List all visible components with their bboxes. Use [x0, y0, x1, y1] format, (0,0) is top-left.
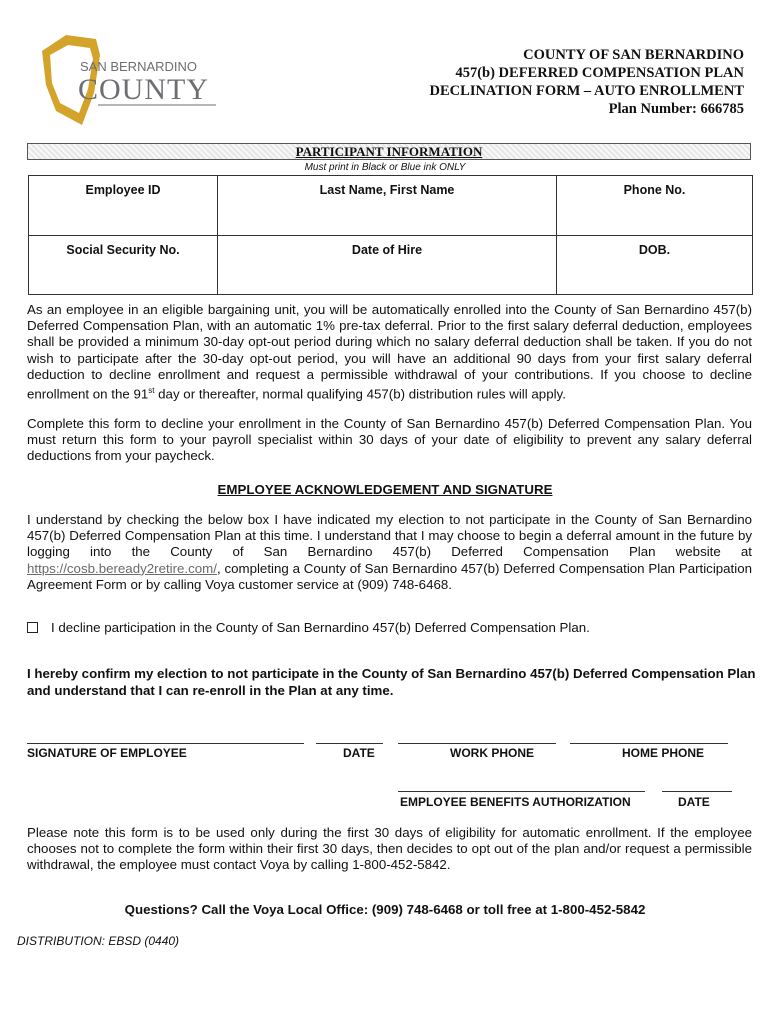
form-header [430, 46, 744, 118]
plan-website-link[interactable]: https://cosb.beready2retire.com/ [27, 560, 217, 576]
header-plan-number: Plan Number: 666785 [608, 101, 744, 117]
ack-paragraph: I understand by checking the below box I have indicated my election to not participate in the County of San Bernardino 457(b) Deferred Compensation Plan at this time. I understand that I may choose to begin a deferral amount in the future by logging into the County of San Bernardino 457(b) Deferred Compensation Plan website at https://cosb.beready2retire.com/, completing a County of San Bernardino 457(b) Deferred Compensation Plan Participation Agreement Form or by calling Voya customer service at (909) 748-6468. [27, 512, 752, 592]
intro-paragraph-2: Complete this form to decline your enrollment in the County of San Bernardino 457(b) Deferred Compensation Plan. You must return this form to your payroll specialist within 30 days of your date of eligibility to prevent any salary deferral deductions from your paycheck. [27, 416, 752, 464]
employee-signature-label: SIGNATURE OF EMPLOYEE [27, 746, 187, 760]
date-2-line[interactable] [662, 791, 732, 792]
header-form-title: DECLINATION FORM – AUTO ENROLLMENT [429, 83, 744, 99]
participant-info-title: PARTICIPANT INFORMATION [295, 144, 483, 159]
date-2-label: DATE [678, 795, 710, 809]
logo-line2: COUNTY [78, 73, 209, 106]
home-phone-line[interactable] [570, 743, 728, 744]
name-field[interactable]: Last Name, First Name [218, 176, 557, 236]
employee-id-field[interactable]: Employee ID [29, 176, 218, 236]
participant-info-bar [27, 143, 751, 160]
work-phone-label: WORK PHONE [450, 746, 534, 760]
phone-field[interactable]: Phone No. [557, 176, 753, 236]
header-plan: 457(b) DEFERRED COMPENSATION PLAN [455, 65, 744, 81]
decline-checkbox-label: I decline participation in the County of San Bernardino 457(b) Deferred Compensation Plan. [51, 620, 590, 635]
home-phone-label: HOME PHONE [622, 746, 705, 760]
date-label: DATE [343, 746, 375, 760]
header-county: COUNTY OF SAN BERNARDINO [523, 47, 744, 63]
questions-line: Questions? Call the Voya Local Office: (909) 748-6468 or toll free at 1-800-452-5842 [124, 902, 646, 917]
dob-field[interactable]: DOB. [557, 235, 753, 295]
decline-checkbox[interactable] [27, 622, 38, 633]
intro-paragraph-1: As an employee in an eligible bargaining unit, you will be automatically enrolled into the County of San Bernardino 457(b) Deferred Compensation Plan, with an automatic 1% pre-tax deferral. Prior to the first salary deferral deduction, employees shall be provided a minimum 30-day opt-out period during which no salary deferral deduction shall be taken. If you do not wish to participate after the 30-day opt-out period, you will have an additional 90 days from your first salary deferral deduction to decline enrollment and request a permissible withdrawal of your contributions. If you choose to decline enrollment on the 91st day or thereafter, normal qualifying 457(b) distribution rules will apply. [27, 302, 752, 402]
ink-note: Must print in Black or Blue ink ONLY [304, 162, 466, 173]
benefits-authorization-label: EMPLOYEE BENEFITS AUTHORIZATION [400, 795, 631, 809]
ack-title: EMPLOYEE ACKNOWLEDGEMENT AND SIGNATURE [217, 482, 553, 497]
work-phone-line[interactable] [398, 743, 556, 744]
ssn-field[interactable]: Social Security No. [29, 235, 218, 295]
date-of-hire-field[interactable]: Date of Hire [218, 235, 557, 295]
note-paragraph: Please note this form is to be used only during the first 30 days of eligibility for automatic enrollment. If the employee chooses not to complete the form within their first 30 days, then decides to opt out of the plan and/or request a permissible withdrawal, the employee must contact Voya by calling 1-800-452-5842. [27, 825, 752, 873]
employee-signature-line[interactable] [27, 743, 304, 744]
date-line[interactable] [316, 743, 383, 744]
distribution-code: DISTRIBUTION: EBSD (0440) [17, 934, 180, 948]
logo-line1: SAN BERNARDINO [80, 59, 198, 74]
benefits-authorization-line[interactable] [398, 791, 645, 792]
confirm-statement: I hereby confirm my election to not participate in the County of San Bernardino 457(b) Deferred Compensation Plan and understand that I can re-enroll in the Plan at any time. [27, 666, 756, 698]
participant-info-table [28, 175, 753, 295]
county-logo [38, 33, 218, 128]
